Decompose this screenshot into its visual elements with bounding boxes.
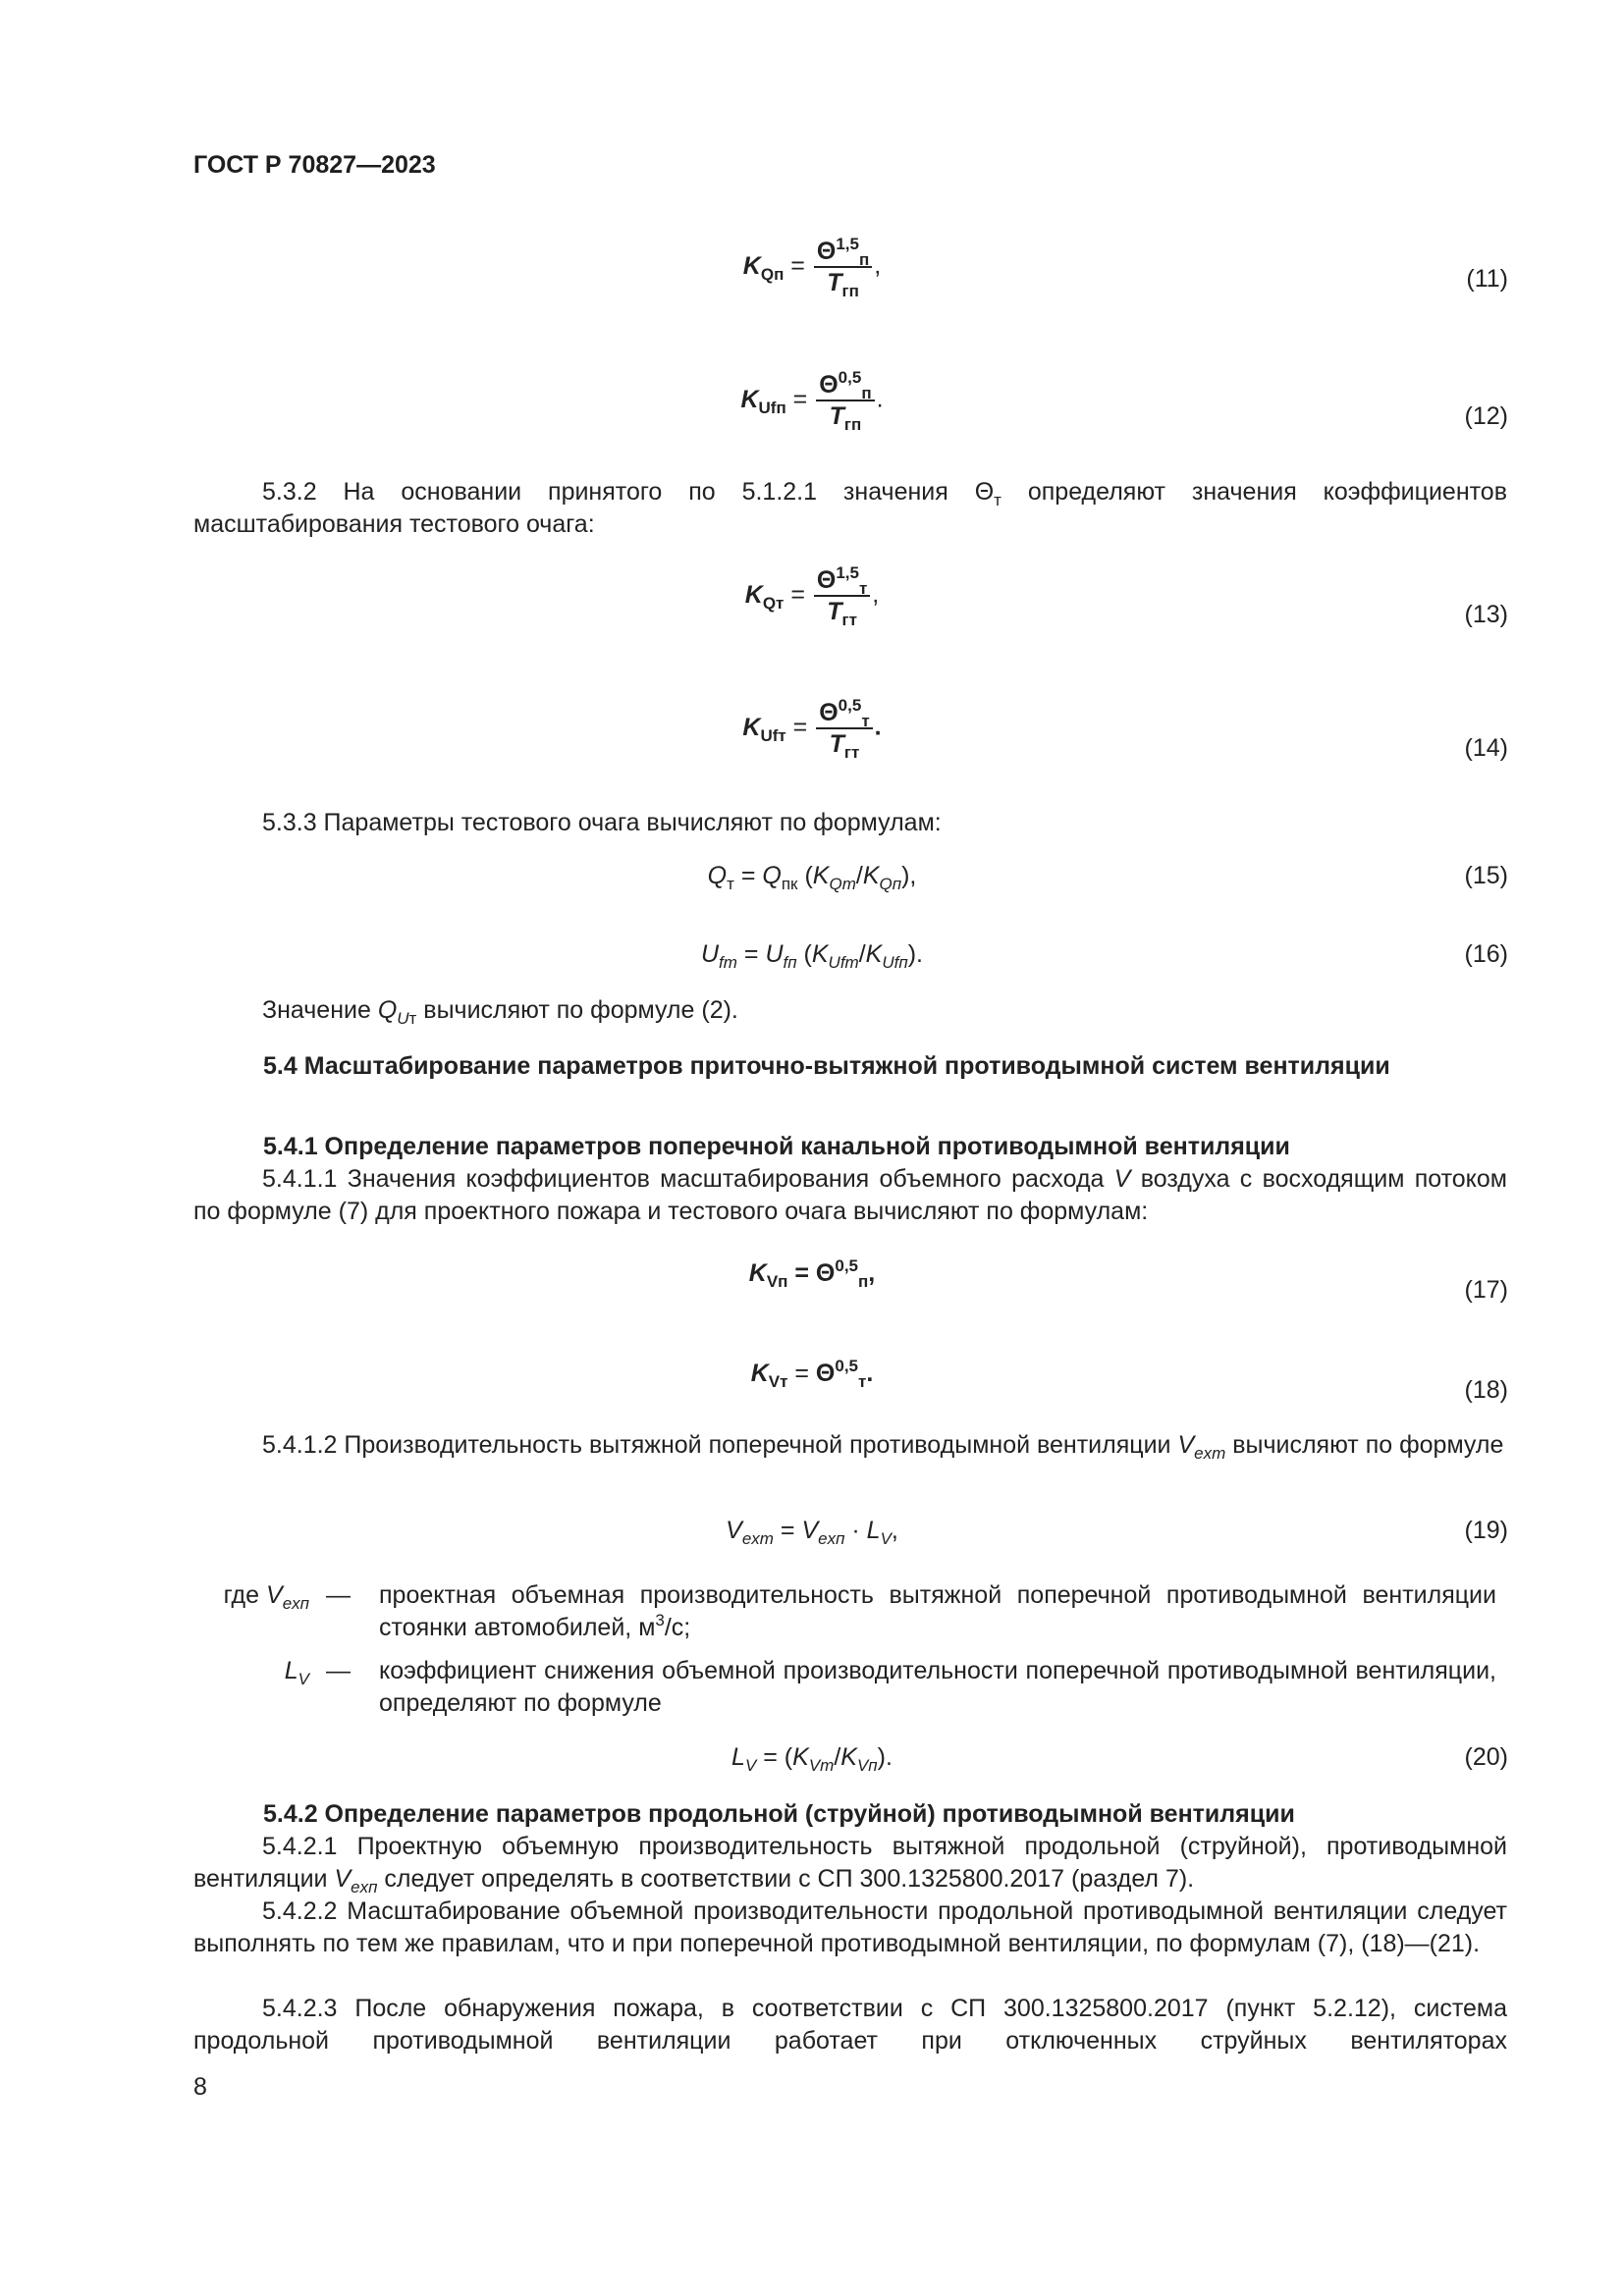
formula-13: $K_{Qт}$ = $\frac{\Theta^{1,5}_т}{T_{гт}}$ ,: [744, 563, 880, 629]
formula-19: $V_{exт} = V_{exп} \cdot L_V$,: [726, 1517, 898, 1548]
fraction: $\frac{\Theta^{0,5}_п}{T_{гп}}$: [816, 371, 874, 430]
equation-number-11: (11): [1466, 265, 1508, 293]
where-dash: —: [326, 1657, 351, 1684]
equation-number-17: (17): [1464, 1276, 1508, 1304]
formula-17: $K_{Vп} = \Theta^{0,5}_п$,: [748, 1256, 876, 1291]
where-definition-lv: коэффициент снижения объемной производительности поперечной противодымной вентиляции, определяют по формуле: [379, 1657, 1496, 1717]
fraction: $\frac{\Theta^{1,5}_т}{T_{гт}}$: [814, 566, 870, 625]
where-symbol-vexp: где $V_{exп}$: [223, 1581, 309, 1613]
formula-11: $K_{Qп}$ = $\frac{\Theta^{1,5}_п}{T_{гп}}$ ,: [742, 235, 882, 300]
equation-number-19: (19): [1464, 1517, 1508, 1544]
equation-number-13: (13): [1464, 601, 1508, 628]
paragraph-5-4-1-2: 5.4.1.2 Производительность вытяжной поперечной противодымной вентиляции $V_{exт}$ вычисляют по формуле: [262, 1431, 1504, 1463]
formula-12: $K_{Ufп}$ = $\frac{\Theta^{0,5}_п}{T_{гп}}$ .: [740, 368, 884, 434]
equation-number-18: (18): [1464, 1376, 1508, 1404]
page-number: 8: [193, 2073, 207, 2101]
paragraph-5-3-3: 5.3.3 Параметры тестового очага вычисляют по формулам:: [262, 809, 942, 836]
where-definition-vexp: проектная объемная производительность вытяжной поперечной противодымной вентиляции стоянки автомобилей, $м^3/с$;: [379, 1581, 1496, 1641]
paragraph-5-4-2-1: 5.4.2.1 Проектную объемную производительность вытяжной продольной (струйной), противодымной вентиляции $V_{exп}$ следует определять в соответствии с СП 300.1325800.2017 (раздел 7).: [193, 1833, 1507, 1896]
equation-number-14: (14): [1464, 734, 1508, 762]
formula-18: $K_{Vт} = \Theta^{0,5}_т$.: [750, 1357, 874, 1391]
fraction: $\frac{\Theta^{0,5}_т}{T_{гт}}$: [816, 699, 872, 758]
equation-number-15: (15): [1464, 862, 1508, 889]
equation-number-12: (12): [1464, 402, 1508, 430]
paragraph-5-4-1-1: 5.4.1.1 Значения коэффициентов масштабирования объемного расхода V воздуха с восходящим потоком по формуле (7) для проектного пожара и тестового очага вычисляют по формулам:: [193, 1165, 1507, 1225]
formula-20: $L_V = (K_{Vт}/K_{Vп})$.: [731, 1743, 893, 1775]
document-header: ГОСТ Р 70827—2023: [193, 151, 436, 179]
formula-15: $Q_т = Q_{пк}$ $(K_{Qт}/K_{Qп})$,: [707, 862, 917, 893]
paragraph-qu: Значение $Q_{Uт}$ вычисляют по формуле (2).: [262, 996, 738, 1028]
paragraph-5-4-2-2: 5.4.2.2 Масштабирование объемной производительности продольной противодымной вентиляции следует выполнять по тем же правилам, что и при поперечной противодымной вентиляции, по формулам (7), (18)—(21).: [193, 1897, 1507, 1957]
paragraph-5-3-2: 5.3.2 На основании принятого по 5.1.2.1 значения $\Theta_т$ определяют значения коэффициентов масштабирования тестового очага:: [193, 478, 1507, 538]
paragraph-5-4-2-3: 5.4.2.3 После обнаружения пожара, в соответствии с СП 300.1325800.2017 (пункт 5.2.12), система продольной противодымной вентиляции работает при отключенных струйных вентиляторах: [193, 1995, 1507, 2055]
fraction: $\frac{\Theta^{1,5}_п}{T_{гп}}$: [814, 238, 872, 296]
heading-5-4-1: 5.4.1 Определение параметров поперечной канальной противодымной вентиляции: [263, 1133, 1290, 1160]
formula-16: $U_{fт} = U_{fп}$ $(K_{Ufт}/K_{Ufп})$.: [700, 940, 923, 972]
where-dash: —: [326, 1581, 351, 1609]
heading-5-4-2: 5.4.2 Определение параметров продольной (струйной) противодымной вентиляции: [263, 1800, 1295, 1828]
equation-number-20: (20): [1464, 1743, 1508, 1771]
equation-number-16: (16): [1464, 940, 1508, 968]
where-symbol-lv: $L_V$: [284, 1657, 309, 1688]
formula-14: $K_{Ufт}$ = $\frac{\Theta^{0,5}_т}{T_{гт}}$ .: [742, 696, 882, 762]
heading-5-4: 5.4 Масштабирование параметров приточно-вытяжной противодымной систем вентиляции: [263, 1052, 1390, 1080]
